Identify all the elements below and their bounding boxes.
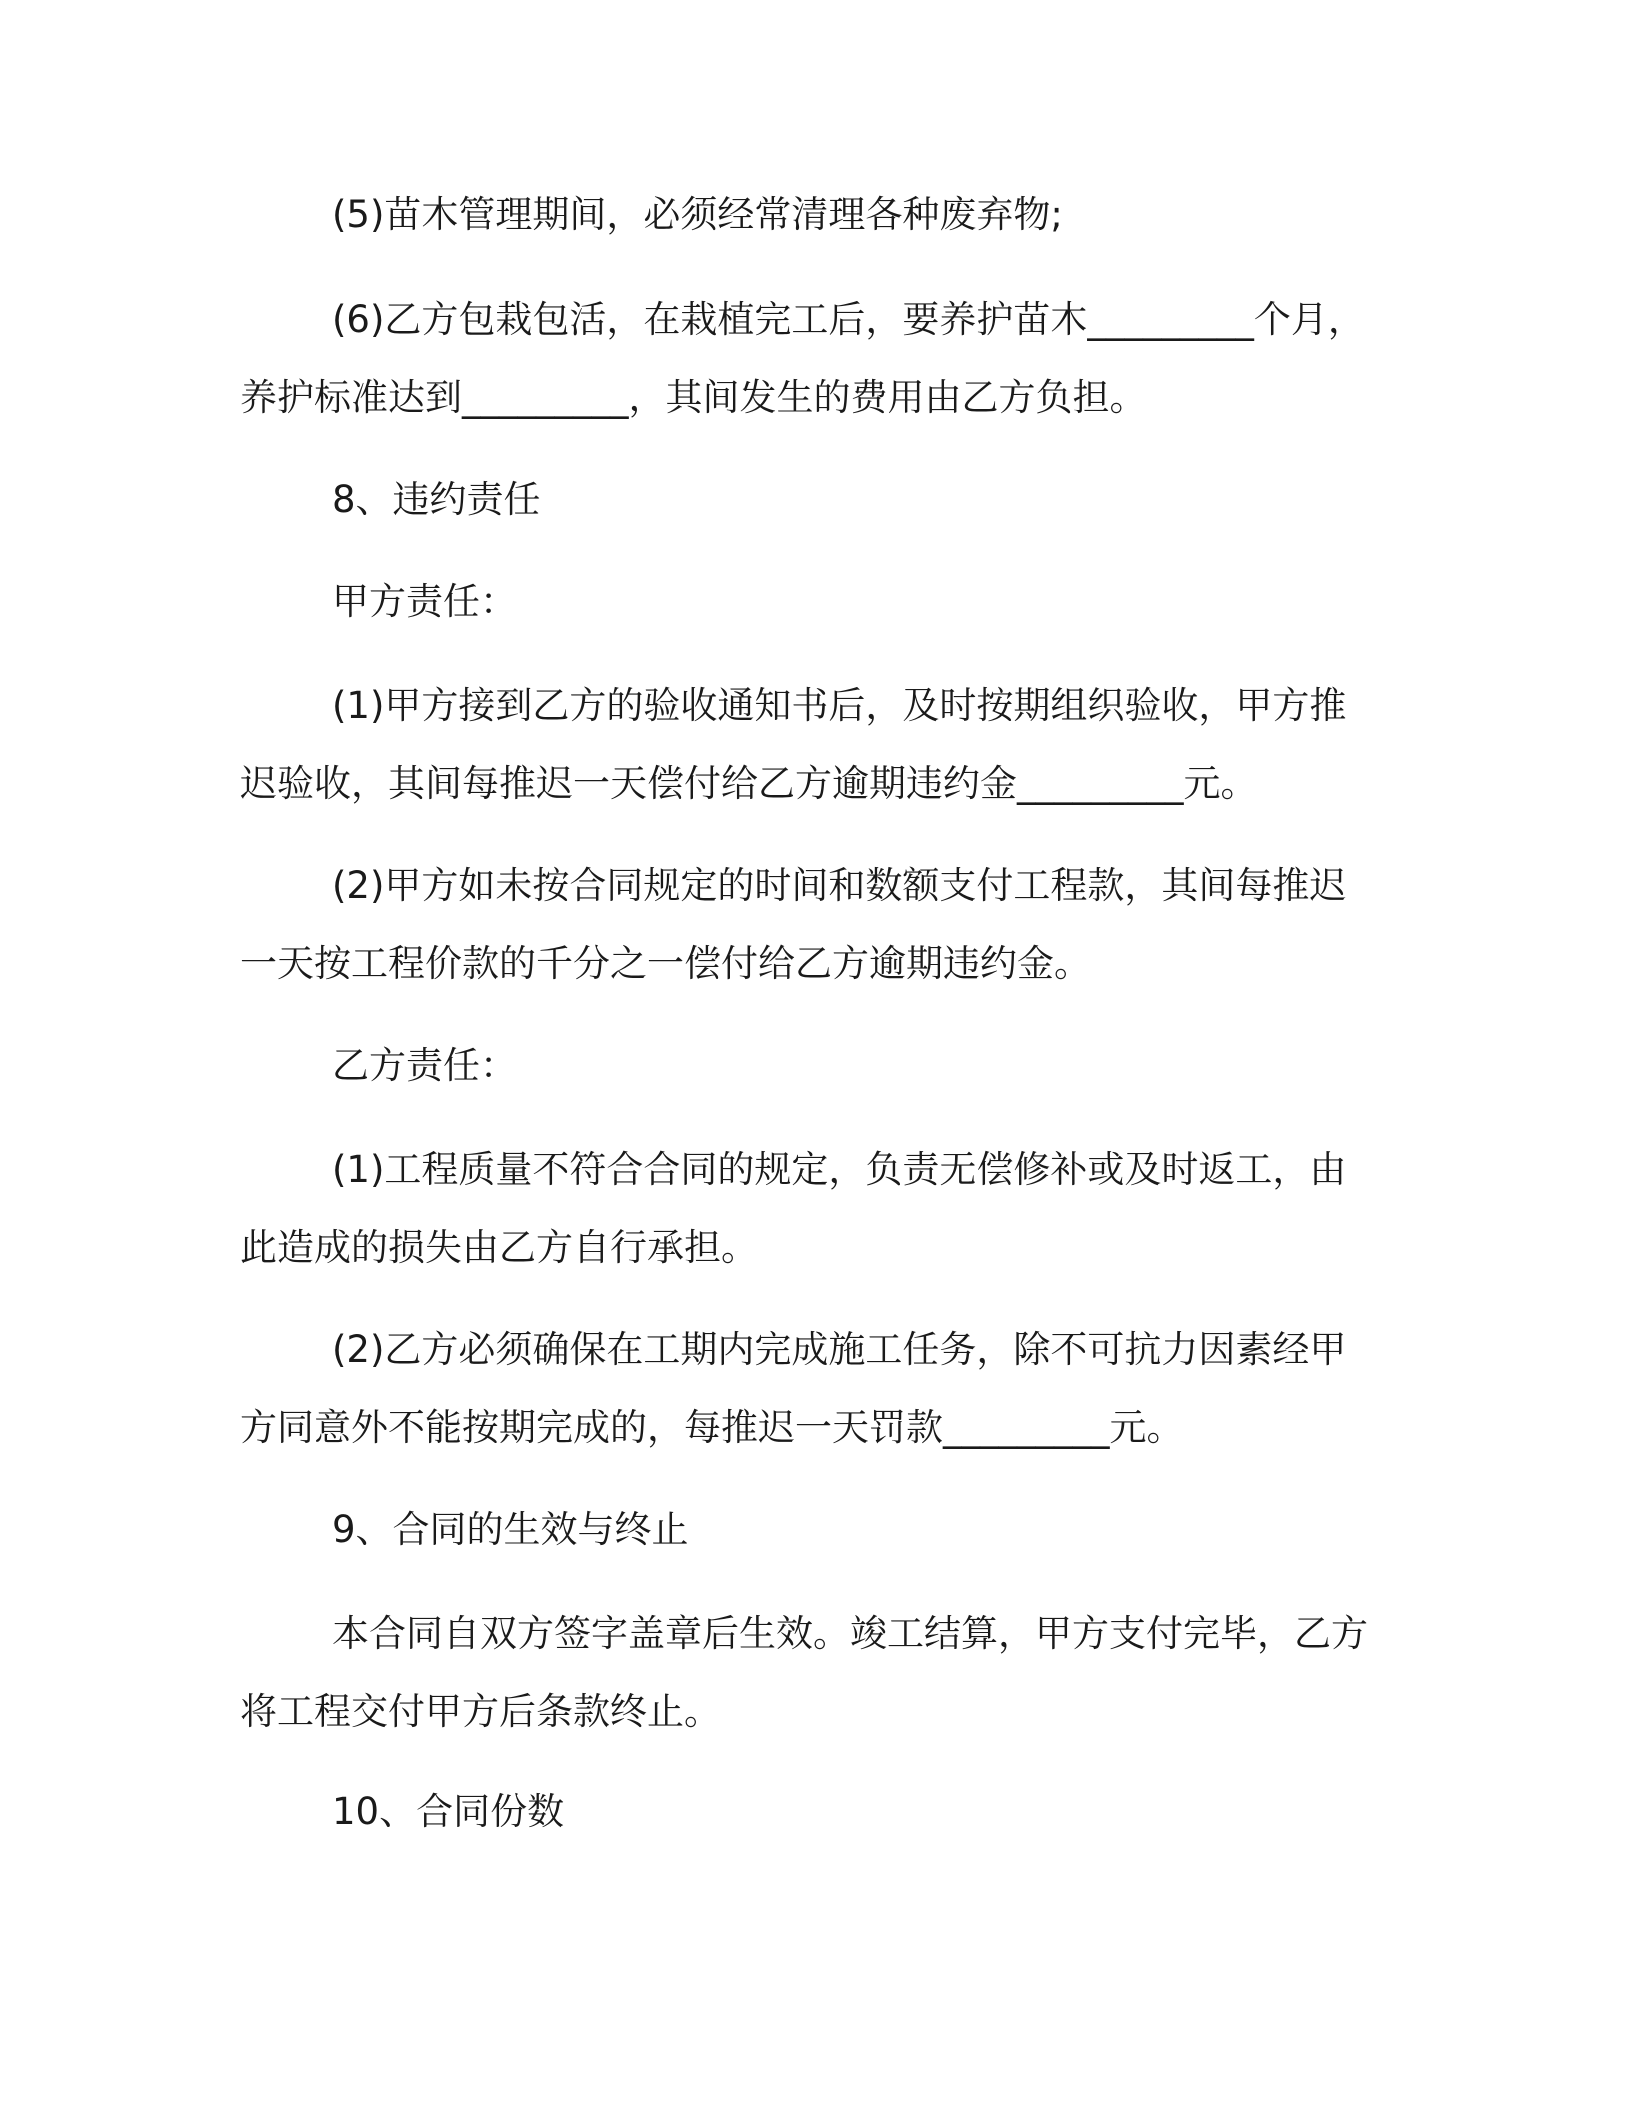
- paragraph-line: 此造成的损失由乙方自行承担。: [240, 1226, 758, 1269]
- paragraph-line: (1)甲方接到乙方的验收通知书后，及时按期组织验收，甲方推: [332, 684, 1347, 727]
- paragraph-line: 方同意外不能按期完成的，每推迟一天罚款_________元。: [240, 1406, 1184, 1449]
- paragraph-line: (6)乙方包栽包活，在栽植完工后，要养护苗木_________个月，: [332, 298, 1365, 341]
- paragraph-line: 养护标准达到_________，其间发生的费用由乙方负担。: [240, 376, 1147, 419]
- paragraph-line: (1)工程质量不符合合同的规定，负责无偿修补或及时返工，由: [332, 1148, 1347, 1191]
- subsection-heading: 乙方责任：: [332, 1044, 517, 1087]
- section-heading: 10、合同份数: [332, 1790, 565, 1833]
- subsection-heading: 甲方责任：: [332, 580, 517, 623]
- paragraph-line: (5)苗木管理期间，必须经常清理各种废弃物;: [332, 193, 1063, 236]
- section-heading: 8、违约责任: [332, 478, 541, 521]
- paragraph-line: 将工程交付甲方后条款终止。: [240, 1690, 721, 1733]
- section-heading: 9、合同的生效与终止: [332, 1508, 689, 1551]
- paragraph-line: 一天按工程价款的千分之一偿付给乙方逾期违约金。: [240, 942, 1091, 985]
- paragraph-line: 本合同自双方签字盖章后生效。竣工结算，甲方支付完毕，乙方: [332, 1612, 1368, 1655]
- paragraph-line: 迟验收，其间每推迟一天偿付给乙方逾期违约金_________元。: [240, 762, 1258, 805]
- paragraph-line: (2)甲方如未按合同规定的时间和数额支付工程款，其间每推迟: [332, 864, 1347, 907]
- paragraph-line: (2)乙方必须确保在工期内完成施工任务，除不可抗力因素经甲: [332, 1328, 1347, 1371]
